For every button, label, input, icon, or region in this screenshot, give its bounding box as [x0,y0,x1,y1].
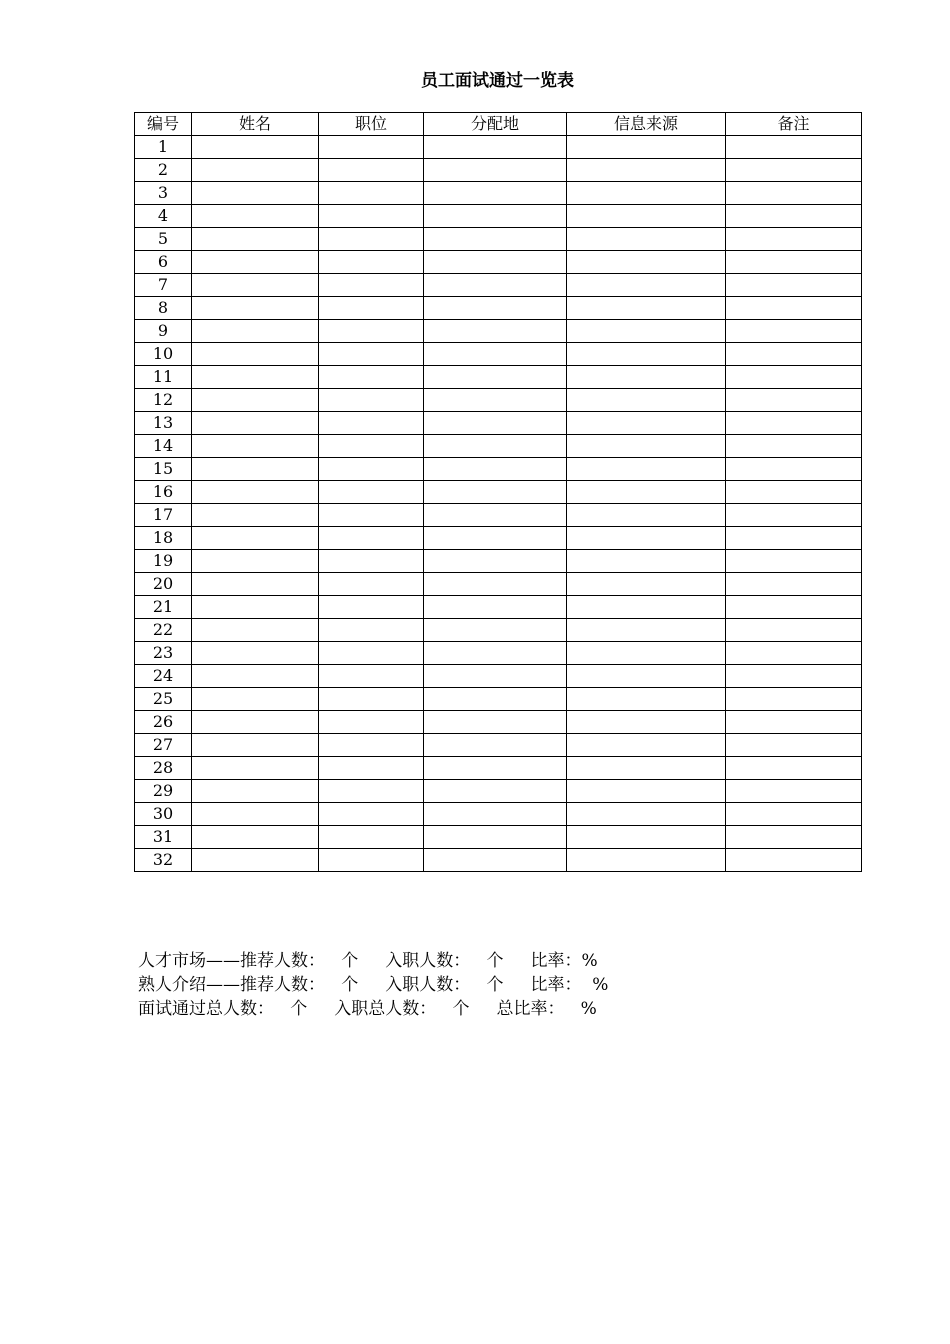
interview-roster-table [134,112,862,872]
cell-assigned-location[interactable] [424,757,567,780]
cell-info-source[interactable] [567,182,726,205]
cell-remarks[interactable] [726,435,862,458]
cell-name[interactable] [192,550,319,573]
cell-info-source[interactable] [567,619,726,642]
cell-name[interactable] [192,665,319,688]
cell-info-source[interactable] [567,136,726,159]
cell-name[interactable] [192,458,319,481]
cell-number: 16 [135,481,192,504]
cell-remarks[interactable] [726,711,862,734]
cell-info-source[interactable] [567,826,726,849]
cell-name[interactable] [192,803,319,826]
cell-info-source[interactable] [567,343,726,366]
cell-number: 10 [135,343,192,366]
table-row [135,435,862,458]
cell-assigned-location[interactable] [424,504,567,527]
cell-remarks[interactable] [726,573,862,596]
cell-assigned-location[interactable] [424,435,567,458]
cell-remarks[interactable] [726,136,862,159]
cell-name[interactable] [192,780,319,803]
cell-info-source[interactable] [567,366,726,389]
table-row [135,412,862,435]
cell-remarks[interactable] [726,550,862,573]
cell-remarks[interactable] [726,803,862,826]
cell-number: 28 [135,757,192,780]
cell-remarks[interactable] [726,481,862,504]
cell-number: 4 [135,205,192,228]
table-header-row [135,113,862,136]
table-row [135,320,862,343]
table-row [135,481,862,504]
cell-remarks[interactable] [726,228,862,251]
cell-position[interactable] [319,274,424,297]
cell-remarks[interactable] [726,182,862,205]
cell-remarks[interactable] [726,274,862,297]
summary-block [138,949,608,1021]
header-assigned-location: 分配地 [424,113,567,136]
cell-position[interactable] [319,780,424,803]
cell-info-source[interactable] [567,412,726,435]
cell-name[interactable] [192,527,319,550]
cell-remarks[interactable] [726,297,862,320]
cell-assigned-location[interactable] [424,389,567,412]
cell-name[interactable] [192,573,319,596]
table-row [135,573,862,596]
cell-assigned-location[interactable] [424,182,567,205]
cell-info-source[interactable] [567,596,726,619]
cell-info-source[interactable] [567,527,726,550]
cell-assigned-location[interactable] [424,481,567,504]
cell-number: 1 [135,136,192,159]
table-row [135,826,862,849]
header-info-source: 信息来源 [567,113,726,136]
cell-position[interactable] [319,366,424,389]
cell-remarks[interactable] [726,619,862,642]
cell-info-source[interactable] [567,205,726,228]
cell-assigned-location[interactable] [424,734,567,757]
cell-remarks[interactable] [726,826,862,849]
table-row [135,711,862,734]
table-row [135,159,862,182]
cell-info-source[interactable] [567,481,726,504]
table-row [135,366,862,389]
cell-number: 20 [135,573,192,596]
cell-info-source[interactable] [567,734,726,757]
cell-info-source[interactable] [567,573,726,596]
cell-number: 18 [135,527,192,550]
cell-position[interactable] [319,389,424,412]
cell-assigned-location[interactable] [424,688,567,711]
cell-assigned-location[interactable] [424,780,567,803]
table-row [135,596,862,619]
cell-position[interactable] [319,320,424,343]
table-row [135,734,862,757]
cell-info-source[interactable] [567,711,726,734]
table-row [135,274,862,297]
cell-remarks[interactable] [726,205,862,228]
cell-assigned-location[interactable] [424,343,567,366]
cell-info-source[interactable] [567,757,726,780]
cell-remarks[interactable] [726,527,862,550]
cell-position[interactable] [319,734,424,757]
summary-referral: 熟人介绍——推荐人数： 个 入职人数： 个 比率： % [138,975,609,995]
cell-position[interactable] [319,757,424,780]
cell-assigned-location[interactable] [424,412,567,435]
header-number: 编号 [135,113,192,136]
cell-number: 13 [135,412,192,435]
cell-position[interactable] [319,504,424,527]
table-row [135,688,862,711]
cell-number: 12 [135,389,192,412]
table-row [135,297,862,320]
cell-name[interactable] [192,711,319,734]
cell-assigned-location[interactable] [424,205,567,228]
cell-position[interactable] [319,297,424,320]
cell-number: 9 [135,320,192,343]
table-row [135,619,862,642]
cell-info-source[interactable] [567,688,726,711]
cell-number: 11 [135,366,192,389]
cell-info-source[interactable] [567,458,726,481]
cell-remarks[interactable] [726,642,862,665]
cell-assigned-location[interactable] [424,619,567,642]
cell-info-source[interactable] [567,803,726,826]
cell-name[interactable] [192,849,319,872]
table-row [135,182,862,205]
cell-name[interactable] [192,504,319,527]
cell-position[interactable] [319,849,424,872]
cell-remarks[interactable] [726,665,862,688]
cell-name[interactable] [192,251,319,274]
cell-info-source[interactable] [567,297,726,320]
cell-info-source[interactable] [567,274,726,297]
cell-info-source[interactable] [567,320,726,343]
cell-name[interactable] [192,228,319,251]
cell-number: 31 [135,826,192,849]
cell-name[interactable] [192,757,319,780]
cell-position[interactable] [319,550,424,573]
cell-remarks[interactable] [726,343,862,366]
cell-name[interactable] [192,619,319,642]
cell-name[interactable] [192,366,319,389]
cell-assigned-location[interactable] [424,642,567,665]
table-row [135,458,862,481]
cell-number: 21 [135,596,192,619]
cell-name[interactable] [192,297,319,320]
table-row [135,389,862,412]
table-row [135,665,862,688]
cell-name[interactable] [192,182,319,205]
table-row [135,343,862,366]
cell-info-source[interactable] [567,780,726,803]
cell-number: 8 [135,297,192,320]
cell-number: 5 [135,228,192,251]
cell-position[interactable] [319,619,424,642]
table-row [135,205,862,228]
cell-info-source[interactable] [567,228,726,251]
table-row [135,228,862,251]
cell-info-source[interactable] [567,849,726,872]
cell-assigned-location[interactable] [424,711,567,734]
cell-name[interactable] [192,136,319,159]
cell-position[interactable] [319,826,424,849]
cell-info-source[interactable] [567,251,726,274]
cell-number: 6 [135,251,192,274]
cell-assigned-location[interactable] [424,826,567,849]
cell-name[interactable] [192,481,319,504]
cell-position[interactable] [319,205,424,228]
cell-assigned-location[interactable] [424,596,567,619]
cell-position[interactable] [319,136,424,159]
cell-name[interactable] [192,159,319,182]
cell-remarks[interactable] [726,734,862,757]
table-body [135,136,862,872]
header-position: 职位 [319,113,424,136]
cell-number: 26 [135,711,192,734]
cell-assigned-location[interactable] [424,274,567,297]
cell-number: 24 [135,665,192,688]
table-row [135,849,862,872]
cell-position[interactable] [319,481,424,504]
cell-number: 23 [135,642,192,665]
cell-position[interactable] [319,803,424,826]
cell-name[interactable] [192,596,319,619]
cell-assigned-location[interactable] [424,550,567,573]
cell-number: 3 [135,182,192,205]
cell-name[interactable] [192,343,319,366]
cell-number: 25 [135,688,192,711]
cell-remarks[interactable] [726,366,862,389]
cell-position[interactable] [319,688,424,711]
cell-name[interactable] [192,642,319,665]
cell-name[interactable] [192,688,319,711]
summary-talent-market: 人才市场——推荐人数： 个 入职人数： 个 比率：% [138,951,598,971]
cell-name[interactable] [192,734,319,757]
cell-assigned-location[interactable] [424,136,567,159]
cell-position[interactable] [319,642,424,665]
cell-remarks[interactable] [726,596,862,619]
cell-number: 27 [135,734,192,757]
cell-name[interactable] [192,826,319,849]
cell-number: 7 [135,274,192,297]
cell-number: 14 [135,435,192,458]
cell-number: 22 [135,619,192,642]
cell-remarks[interactable] [726,688,862,711]
cell-number: 19 [135,550,192,573]
header-name: 姓名 [192,113,319,136]
cell-position[interactable] [319,228,424,251]
cell-remarks[interactable] [726,412,862,435]
cell-remarks[interactable] [726,320,862,343]
cell-name[interactable] [192,274,319,297]
cell-position[interactable] [319,159,424,182]
cell-name[interactable] [192,435,319,458]
cell-remarks[interactable] [726,458,862,481]
cell-number: 32 [135,849,192,872]
cell-name[interactable] [192,205,319,228]
cell-number: 2 [135,159,192,182]
cell-info-source[interactable] [567,550,726,573]
table-row [135,642,862,665]
table-row [135,251,862,274]
cell-assigned-location[interactable] [424,251,567,274]
cell-number: 29 [135,780,192,803]
cell-position[interactable] [319,343,424,366]
cell-position[interactable] [319,412,424,435]
cell-info-source[interactable] [567,642,726,665]
cell-position[interactable] [319,435,424,458]
cell-remarks[interactable] [726,849,862,872]
cell-assigned-location[interactable] [424,573,567,596]
table-row [135,527,862,550]
table-row [135,136,862,159]
cell-assigned-location[interactable] [424,849,567,872]
table-row [135,504,862,527]
cell-assigned-location[interactable] [424,320,567,343]
cell-assigned-location[interactable] [424,527,567,550]
table-row [135,757,862,780]
cell-number: 15 [135,458,192,481]
cell-info-source[interactable] [567,435,726,458]
cell-remarks[interactable] [726,780,862,803]
cell-assigned-location[interactable] [424,665,567,688]
cell-position[interactable] [319,458,424,481]
cell-remarks[interactable] [726,159,862,182]
cell-remarks[interactable] [726,504,862,527]
cell-assigned-location[interactable] [424,366,567,389]
table-row [135,550,862,573]
cell-info-source[interactable] [567,665,726,688]
page-title: 员工面试通过一览表 [421,71,574,91]
cell-position[interactable] [319,527,424,550]
table-row [135,780,862,803]
cell-assigned-location[interactable] [424,228,567,251]
cell-assigned-location[interactable] [424,297,567,320]
cell-info-source[interactable] [567,504,726,527]
cell-info-source[interactable] [567,389,726,412]
table-row [135,803,862,826]
cell-position[interactable] [319,251,424,274]
cell-assigned-location[interactable] [424,458,567,481]
cell-name[interactable] [192,412,319,435]
cell-remarks[interactable] [726,251,862,274]
cell-position[interactable] [319,573,424,596]
cell-position[interactable] [319,711,424,734]
cell-number: 17 [135,504,192,527]
summary-total: 面试通过总人数： 个 入职总人数： 个 总比率： % [138,999,597,1019]
cell-name[interactable] [192,389,319,412]
cell-position[interactable] [319,596,424,619]
cell-position[interactable] [319,665,424,688]
cell-remarks[interactable] [726,389,862,412]
cell-remarks[interactable] [726,757,862,780]
cell-position[interactable] [319,182,424,205]
cell-assigned-location[interactable] [424,159,567,182]
cell-assigned-location[interactable] [424,803,567,826]
cell-info-source[interactable] [567,159,726,182]
cell-number: 30 [135,803,192,826]
header-remarks: 备注 [726,113,862,136]
cell-name[interactable] [192,320,319,343]
